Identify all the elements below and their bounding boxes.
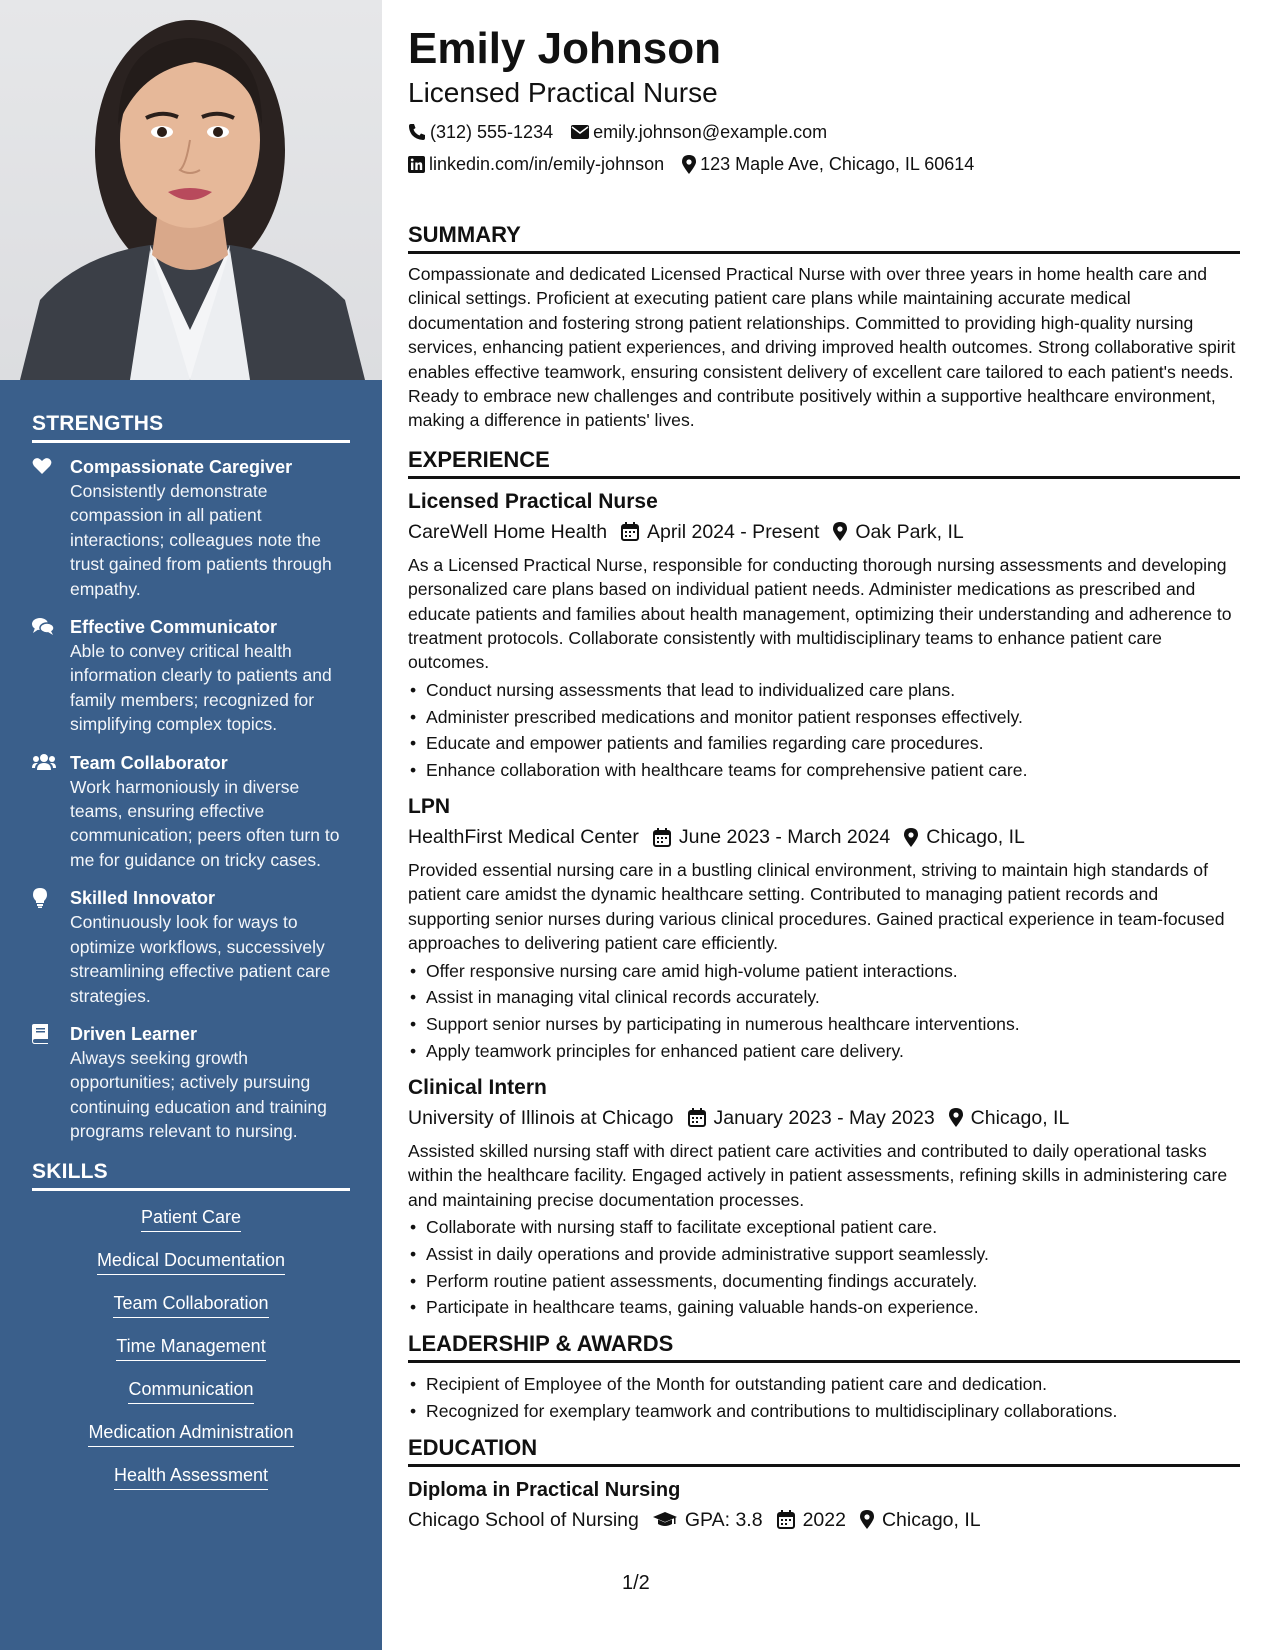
list-item: • Recipient of Employee of the Month for outstanding patient care and dedication. xyxy=(408,1371,1240,1398)
job-bullets xyxy=(408,1214,1240,1321)
edu-location-group xyxy=(860,1505,981,1535)
strength-desc: Continuously look for ways to optimize workflows, successively streamlining effective patient care strategies. xyxy=(70,912,331,1006)
skill-tag: Time Management xyxy=(32,1334,350,1361)
job-location: Oak Park, IL xyxy=(855,520,964,543)
strength-desc: Work harmoniously in diverse teams, ensuring effective communication; peers often turn to me for guidance on tricky cases. xyxy=(70,776,340,870)
page-number: 1/2 xyxy=(622,1572,650,1594)
strength-desc: Always seeking growth opportunities; actively pursuing continuing education and training programs relevant to nursing. xyxy=(70,1047,327,1142)
list-item: • Assist in managing vital clinical records accurately. xyxy=(408,984,1240,1011)
education-meta xyxy=(408,1505,1240,1535)
job-dates: June 2023 - March 2024 xyxy=(678,826,891,849)
portrait-illustration xyxy=(0,0,382,380)
job-location-group xyxy=(904,822,1025,852)
list-item: • Participate in healthcare teams, gaining valuable hands-on experience. xyxy=(408,1294,1240,1321)
job-meta xyxy=(408,517,1240,547)
address-contact xyxy=(682,148,974,180)
skill-tag: Patient Care xyxy=(32,1205,350,1232)
job-dates-group xyxy=(653,822,890,852)
summary-heading: SUMMARY xyxy=(408,222,1240,254)
strength-title: Compassionate Caregiver xyxy=(70,457,293,477)
list-item: • Apply teamwork principles for enhanced patient care delivery. xyxy=(408,1038,1240,1065)
job-title: Licensed Practical Nurse xyxy=(408,489,658,513)
calendar-icon xyxy=(777,1510,795,1529)
job-description: As a Licensed Practical Nurse, responsible for conducting thorough nursing assessments and developing personalized care plans based on individual patient needs. Administer medications as prescribed and educate patients and families about health management, optimizing their understanding and adherence to treatment protocols. Collaborate consistently with multidisciplinary teams to enhance patient care outcomes. xyxy=(408,554,1232,673)
calendar-icon xyxy=(621,522,639,541)
list-item: • Collaborate with nursing staff to facilitate exceptional patient care. xyxy=(408,1214,1240,1241)
email-text[interactable]: emily.johnson@example.com xyxy=(593,122,828,142)
phone-text: (312) 555-1234 xyxy=(430,122,554,142)
awards-list xyxy=(408,1371,1240,1425)
strength-item xyxy=(32,886,350,1008)
lightbulb-icon xyxy=(32,888,48,908)
book-icon xyxy=(32,1024,50,1044)
strength-desc: Able to convey critical health information clearly to patients and family members; recognized for simplifying complex topics. xyxy=(70,641,332,735)
profile-photo xyxy=(0,0,382,380)
list-item: • Support senior nurses by participating in numerous healthcare interventions. xyxy=(408,1011,1240,1038)
gpa-text: GPA: 3.8 xyxy=(684,1508,763,1531)
list-item: • Educate and empower patients and families regarding care procedures. xyxy=(408,730,1240,757)
linkedin-icon xyxy=(408,156,425,173)
list-item: • Conduct nursing assessments that lead to individualized care plans. xyxy=(408,677,1240,704)
location-pin-icon xyxy=(860,1510,874,1529)
strength-item xyxy=(32,751,350,873)
strength-item xyxy=(32,1022,350,1144)
candidate-name: Emily Johnson xyxy=(408,24,721,73)
linkedin-contact[interactable] xyxy=(408,148,664,180)
list-item: • Enhance collaboration with healthcare teams for comprehensive patient care. xyxy=(408,757,1240,784)
skill-tag: Health Assessment xyxy=(32,1463,350,1490)
list-item: • Administer prescribed medications and monitor patient responses effectively. xyxy=(408,704,1240,731)
experience-heading: EXPERIENCE xyxy=(408,447,1240,479)
job-entry xyxy=(408,1073,1240,1321)
job-org: HealthFirst Medical Center xyxy=(408,826,639,849)
list-item: • Recognized for exemplary teamwork and contributions to multidisciplinary collaborations. xyxy=(408,1398,1240,1425)
skill-tag: Team Collaboration xyxy=(32,1291,350,1318)
job-org: CareWell Home Health xyxy=(408,520,608,543)
job-location-group xyxy=(949,1103,1070,1133)
list-item: • Perform routine patient assessments, documenting findings accurately. xyxy=(408,1268,1240,1295)
summary-text: Compassionate and dedicated Licensed Practical Nurse with over three years in home health care and clinical settings. Proficient at executing patient care plans while maintaining accurate medical documentation and fostering strong patient relationships. Committed to providing high-quality nursing services, enhancing patient experiences, and driving improved health outcomes. Strong collaborative spirit enables effective teamwork, ensuring consistent delivery of excellent care tailored to each patient's needs. Ready to embrace new challenges and contribute positively within a supportive healthcare environment, making a difference in patients' lives. xyxy=(408,264,1236,431)
job-location: Chicago, IL xyxy=(970,1106,1070,1129)
skill-tag: Medication Administration xyxy=(32,1420,350,1447)
calendar-icon xyxy=(653,828,671,847)
heart-icon xyxy=(32,457,52,475)
edu-year-group xyxy=(777,1505,846,1535)
address-text: 123 Maple Ave, Chicago, IL 60614 xyxy=(700,154,975,174)
job-title: LPN xyxy=(408,795,450,819)
job-org: University of Illinois at Chicago xyxy=(408,1106,674,1129)
location-pin-icon xyxy=(682,155,696,174)
linkedin-text[interactable]: linkedin.com/in/emily-johnson xyxy=(429,154,665,174)
strength-title: Skilled Innovator xyxy=(70,888,216,909)
job-title: Clinical Intern xyxy=(408,1075,547,1099)
skill-tag: Communication xyxy=(32,1377,350,1404)
job-description: Assisted skilled nursing staff with direct patient care activities and contributed to daily operational tasks within the healthcare facility. Engaged actively in patient assessments, refining skills in administering care and maintaining precise documentation processes. xyxy=(408,1140,1228,1210)
job-location-group xyxy=(833,517,963,547)
main-content xyxy=(408,22,1240,1541)
strength-desc: Consistently demonstrate compassion in all patient interactions; colleagues note the trust gained from patients through empathy. xyxy=(70,481,332,599)
strength-title: Team Collaborator xyxy=(70,752,228,773)
degree-title: Diploma in Practical Nursing xyxy=(408,1478,681,1501)
strength-title: Driven Learner xyxy=(70,1023,198,1044)
contact-row xyxy=(408,116,1240,148)
location-pin-icon xyxy=(833,522,847,541)
education-heading: EDUCATION xyxy=(408,1435,1240,1467)
email-contact[interactable] xyxy=(571,116,827,148)
job-bullets xyxy=(408,958,1240,1065)
location-pin-icon xyxy=(904,828,918,847)
school-name: Chicago School of Nursing xyxy=(408,1508,639,1531)
job-dates-group xyxy=(688,1103,935,1133)
envelope-icon xyxy=(571,125,589,139)
job-dates-group xyxy=(621,517,819,547)
gpa-group xyxy=(653,1505,763,1535)
job-entry xyxy=(408,792,1240,1065)
job-bullets xyxy=(408,677,1240,784)
list-item: • Assist in daily operations and provide administrative support seamlessly. xyxy=(408,1241,1240,1268)
edu-location: Chicago, IL xyxy=(881,1508,981,1531)
awards-heading: LEADERSHIP & AWARDS xyxy=(408,1331,1240,1363)
job-entry xyxy=(408,487,1240,784)
candidate-role: Licensed Practical Nurse xyxy=(408,77,718,108)
strengths-heading: STRENGTHS xyxy=(32,412,350,443)
strength-item xyxy=(32,455,350,601)
job-meta xyxy=(408,822,1240,852)
job-description: Provided essential nursing care in a bustling clinical environment, striving to maintain high standards of patient care amidst the dynamic healthcare setting. Contributed to managing patient records and supporting senior nurses during various clinical procedures. Gained practical experience in team-focused approaches to delivering patient care efficiently. xyxy=(408,860,1225,954)
phone-icon xyxy=(408,123,426,141)
job-location: Chicago, IL xyxy=(926,826,1025,849)
job-dates: January 2023 - May 2023 xyxy=(713,1106,935,1129)
job-dates: April 2024 - Present xyxy=(647,520,820,543)
graduation-cap-icon xyxy=(653,1511,677,1529)
skills-heading: SKILLS xyxy=(32,1160,350,1191)
location-pin-icon xyxy=(949,1108,963,1127)
sidebar xyxy=(0,0,382,1650)
contact-row xyxy=(408,148,1240,180)
edu-year: 2022 xyxy=(802,1508,846,1531)
strength-title: Effective Communicator xyxy=(70,617,278,638)
skill-tag: Medical Documentation xyxy=(32,1248,350,1275)
calendar-icon xyxy=(688,1108,706,1127)
users-icon xyxy=(32,753,56,771)
strength-item xyxy=(32,615,350,737)
phone-contact xyxy=(408,116,553,148)
list-item: • Offer responsive nursing care amid high-volume patient interactions. xyxy=(408,958,1240,985)
chat-icon xyxy=(32,617,54,635)
job-meta xyxy=(408,1103,1240,1133)
